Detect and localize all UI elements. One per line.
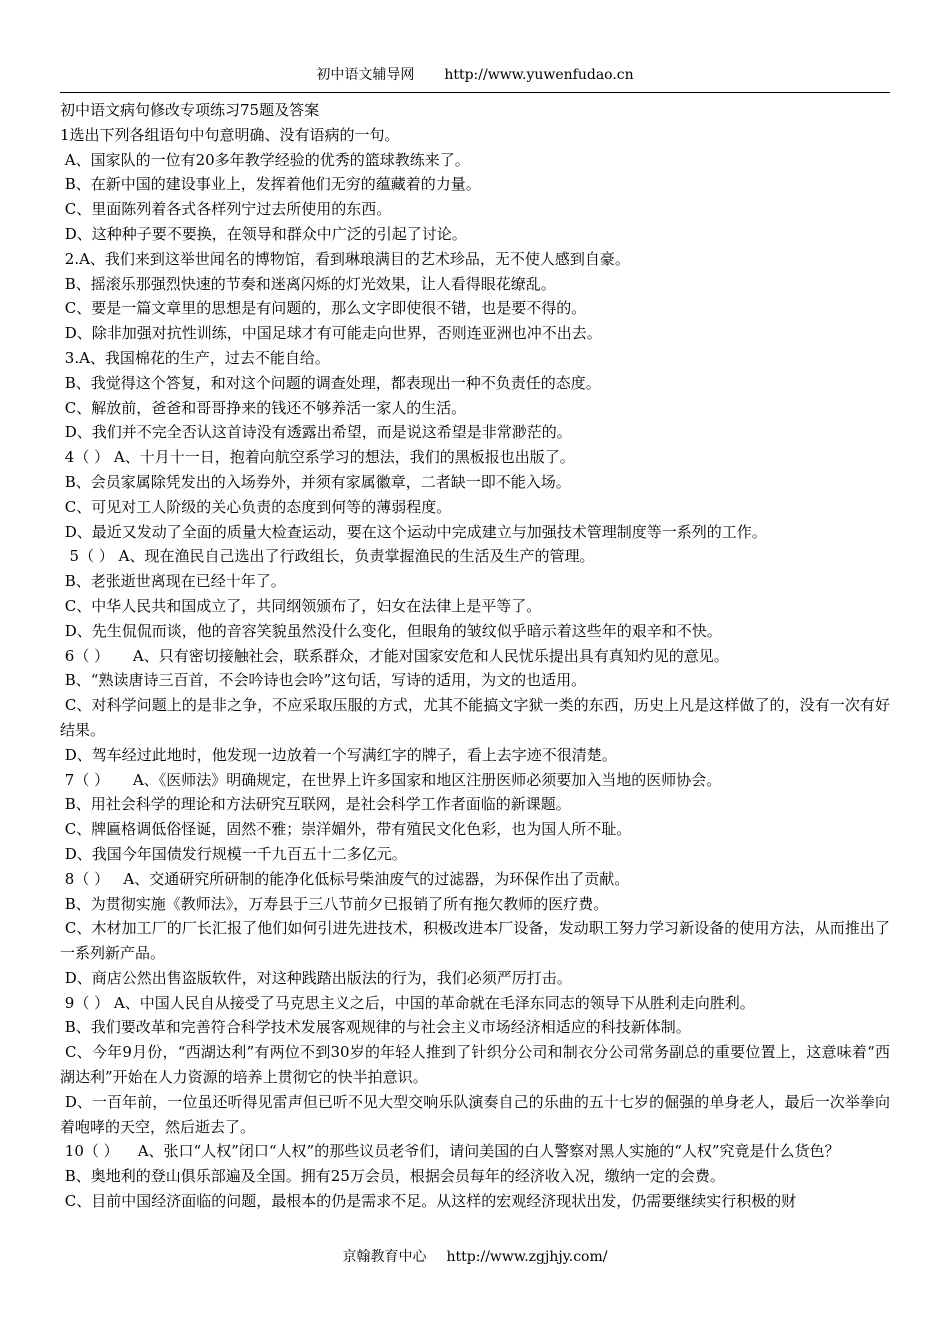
document-line: C、牌匾格调低俗怪诞，固然不雅；崇洋媚外，带有殖民文化色彩，也为国人所不耻。 — [60, 820, 632, 839]
document-line: B、“熟读唐诗三百首，不会吟诗也会吟”这句话，写诗的适用，为文的也适用。 — [60, 671, 587, 690]
document-line: B、会员家属除凭发出的入场券外，并须有家属徽章，二者缺一即不能入场。 — [60, 472, 571, 491]
document-line: D、这种种子要不要换，在领导和群众中广泛的引起了讨论。 — [60, 224, 467, 243]
header-site-name: 初中语文辅导网 — [316, 67, 415, 83]
document-body — [60, 98, 890, 1214]
document-line: B、我们要改革和完善符合科学技术发展客观规律的与社会主义市场经济相适应的科技新体制。 — [60, 1018, 691, 1037]
document-line: 3.A、我国棉花的生产，过去不能自给。 — [60, 348, 330, 367]
header-divider — [60, 92, 890, 93]
footer-url-link[interactable]: http://www.zgjhjy.com/ — [446, 1249, 608, 1265]
header-url-link[interactable]: http://www.yuwenfudao.cn — [444, 67, 634, 83]
document-line: 5（ ） A、现在渔民自己选出了行政组长，负责掌握渔民的生活及生产的管理。 — [60, 547, 595, 566]
page-header — [0, 66, 950, 84]
document-line: B、奥地利的登山俱乐部遍及全国。拥有25万会员，根据会员每年的经济收入况，缴纳一定的会费。 — [60, 1167, 725, 1186]
document-line: C、对科学问题上的是非之争，不应采取压服的方式，尤其不能搞文字狱一类的东西，历史上凡是这样做了的，没有一次有好结果。 — [60, 696, 890, 739]
document-line: C、今年9月份，“西湖达利”有两位不到30岁的年轻人推到了针织分公司和制衣分公司常务副总的重要位置上，这意味着“西湖达利”开始在人力资源的培养上贯彻它的快半拍意识。 — [60, 1043, 890, 1087]
page-footer — [0, 1248, 950, 1266]
document-line: 10（ ） A、张口“人权”闭口“人权”的那些议员老爷们，请问美国的白人警察对黑人实施的“人权”究竟是什么货色？ — [60, 1142, 840, 1161]
document-line: C、目前中国经济面临的问题，最根本的仍是需求不足。从这样的宏观经济现状出发，仍需要继续实行积极的财 — [60, 1192, 797, 1211]
document-line: D、我国今年国债发行规模一千九百五十二多亿元。 — [60, 844, 407, 863]
document-line: D、先生侃侃而谈，他的音容笑貌虽然没什么变化，但眼角的皱纹似乎暗示着这些年的艰辛和不快。 — [60, 621, 722, 640]
document-line: 1选出下列各组语句中句意明确、没有语病的一句。 — [60, 125, 400, 144]
question-list — [60, 123, 890, 1214]
document-line: D、驾车经过此地时，他发现一边放着一个写满红字的牌子，看上去字迹不很清楚。 — [60, 745, 617, 764]
document-line: C、要是一篇文章里的思想是有问题的，那么文字即使很不错，也是要不得的。 — [60, 299, 587, 318]
document-title: 初中语文病句修改专项练习75题及答案 — [60, 101, 320, 119]
document-line: C、解放前，爸爸和哥哥挣来的钱还不够养活一家人的生活。 — [60, 398, 467, 417]
document-line: D、我们并不完全否认这首诗没有透露出希望，而是说这希望是非常渺茫的。 — [60, 423, 572, 442]
document-line: 9（ ） A、中国人民自从接受了马克思主义之后，中国的革命就在毛泽东同志的领导下从胜利走向胜利。 — [60, 993, 755, 1012]
document-line: B、摇滚乐那强烈快速的节奏和迷离闪烁的灯光效果，让人看得眼花缭乱。 — [60, 274, 556, 293]
document-line: B、我觉得这个答复，和对这个问题的调查处理，都表现出一种不负责任的态度。 — [60, 373, 601, 392]
document-line: 8（ ） A、交通研究所研制的能净化低标号柴油废气的过滤器，为环保作出了贡献。 — [60, 869, 630, 888]
document-line: D、一百年前，一位虽还听得见雷声但已听不见大型交响乐队演奏自己的乐曲的五十七岁的倔强的单身老人，最后一次举拳向着咆哮的天空，然后逝去了。 — [60, 1092, 890, 1136]
document-line: D、除非加强对抗性训练，中国足球才有可能走向世界，否则连亚洲也冲不出去。 — [60, 324, 602, 343]
document-line: B、用社会科学的理论和方法研究互联网，是社会科学工作者面临的新课题。 — [60, 795, 571, 814]
document-line: 2.A、我们来到这举世闻名的博物馆，看到琳琅满目的艺术珍品，无不使人感到自豪。 — [60, 249, 630, 268]
document-line: D、最近又发动了全面的质量大检查运动，要在这个运动中完成建立与加强技术管理制度等一系列的工作。 — [60, 522, 767, 541]
document-line: D、商店公然出售盗版软件，对这种践踏出版法的行为，我们必须严厉打击。 — [60, 968, 572, 987]
document-line: C、里面陈列着各式各样列宁过去所使用的东西。 — [60, 200, 392, 219]
document-line: C、木材加工厂的厂长汇报了他们如何引进先进技术，积极改进本厂设备，发动职工努力学习新设备的使用方法，从而推出了一系列新产品。 — [60, 919, 890, 963]
document-line: A、国家队的一位有20多年教学经验的优秀的篮球教练来了。 — [60, 150, 470, 169]
document-line: B、为贯彻实施《教师法》，万寿县于三八节前夕已报销了所有拖欠教师的医疗费。 — [60, 894, 609, 913]
document-line: B、老张逝世离现在已经十年了。 — [60, 572, 286, 591]
document-line: C、中华人民共和国成立了，共同纲领颁布了，妇女在法律上是平等了。 — [60, 596, 542, 615]
document-line: 6（ ） A、只有密切接触社会，联系群众，才能对国家安危和人民忧乐提出具有真知灼见的意见。 — [60, 646, 729, 665]
document-line: C、可见对工人阶级的关心负责的态度到何等的薄弱程度。 — [60, 497, 452, 516]
footer-org-name: 京翰教育中心 — [342, 1249, 427, 1265]
document-line: 4（ ） A、十月十一日，抱着向航空系学习的想法，我们的黑板报也出版了。 — [60, 448, 575, 467]
document-line: 7（ ） A、《医师法》明确规定，在世界上许多国家和地区注册医师必须要加入当地的医师协会。 — [60, 770, 722, 789]
document-line: B、在新中国的建设事业上，发挥着他们无穷的蕴藏着的力量。 — [60, 175, 481, 194]
